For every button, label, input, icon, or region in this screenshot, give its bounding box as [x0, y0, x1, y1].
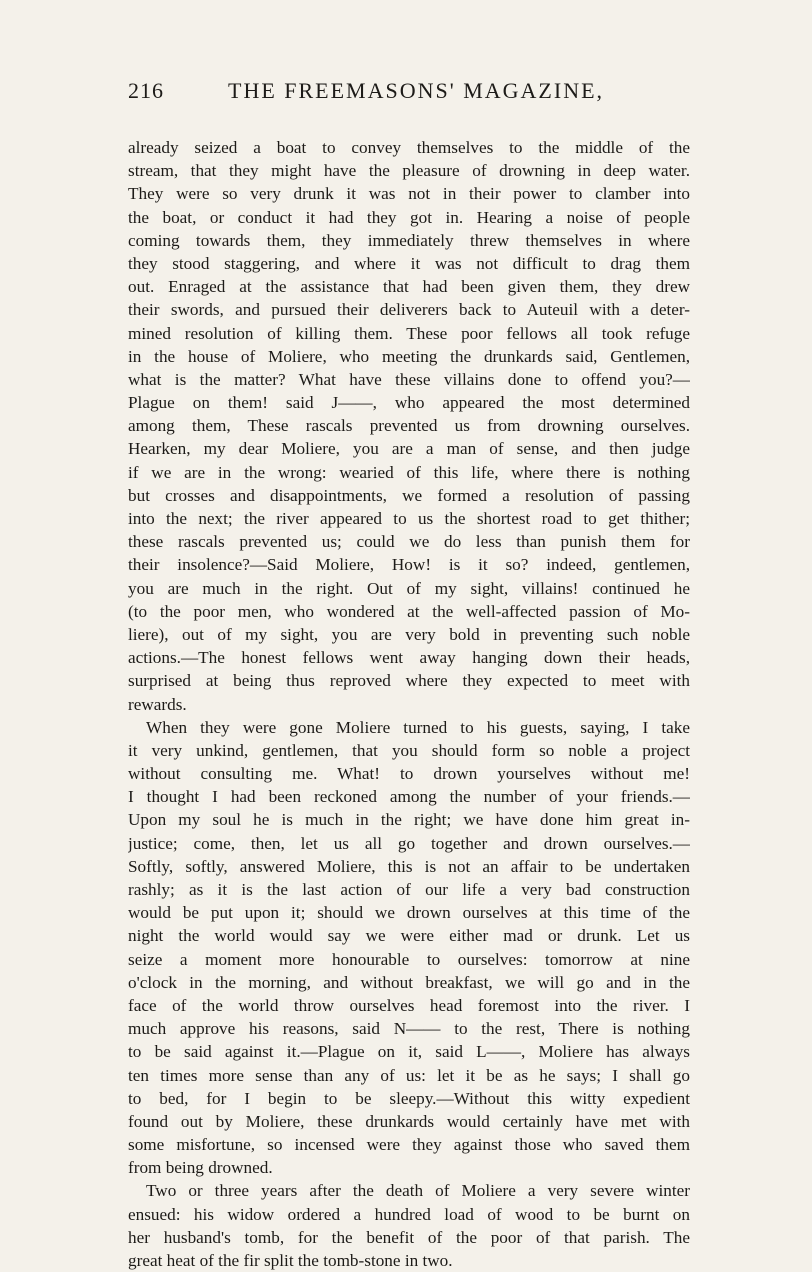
- text-line: her husband's tomb, for the benefit of the poor of that parish. The: [128, 1227, 690, 1247]
- text-line: (to the poor men, who wondered at the well-affected passion of Mo-: [128, 601, 690, 621]
- text-line: mined resolution of killing them. These poor fellows all took refuge: [128, 323, 690, 343]
- text-line: from being drowned.: [128, 1158, 273, 1178]
- text-line: what is the matter? What have these villains done to offend you?—: [128, 369, 690, 389]
- text-line: it very unkind, gentlemen, that you should form so noble a project: [128, 740, 690, 760]
- text-line: night the world would say we were either mad or drunk. Let us: [128, 926, 690, 946]
- text-line: seize a moment more honourable to ourselves: tomorrow at nine: [128, 949, 690, 969]
- text-line: to bed, for I begin to be sleepy.—Without this witty expedient: [128, 1088, 690, 1108]
- text-line: their insolence?—Said Moliere, How! is it so? indeed, gentlemen,: [128, 555, 690, 575]
- text-line: great heat of the fir split the tomb-stone in two.: [128, 1251, 453, 1270]
- text-line: When they were gone Moliere turned to his guests, saying, I take: [146, 717, 690, 737]
- text-line: their swords, and pursued their deliverers back to Auteuil with a deter-: [128, 300, 690, 320]
- text-line: found out by Moliere, these drunkards would certainly have met with: [128, 1111, 690, 1131]
- text-line: into the next; the river appeared to us the shortest road to get thither;: [128, 509, 690, 528]
- text-line: they stood staggering, and where it was not difficult to drag them: [128, 253, 690, 273]
- text-line: ten times more sense than any of us: let it be as he says; I shall go: [128, 1065, 690, 1085]
- running-title: THE FREEMASONS' MAGAZINE,: [228, 78, 605, 103]
- text-line: Softly, softly, answered Moliere, this is not an affair to be undertaken: [128, 856, 690, 876]
- text-line: without consulting me. What! to drown yourselves without me!: [128, 764, 690, 784]
- text-line: o'clock in the morning, and without breakfast, we will go and in the: [128, 972, 690, 992]
- body-text: [128, 136, 690, 1272]
- text-line: the boat, or conduct it had they got in. Hearing a noise of people: [128, 207, 690, 227]
- page-number: 216: [128, 78, 164, 103]
- text-line: coming towards them, they immediately threw themselves in where: [128, 230, 690, 250]
- text-line: in the house of Moliere, who meeting the drunkards said, Gentlemen,: [128, 346, 690, 366]
- text-line: I thought I had been reckoned among the number of your friends.—: [128, 787, 690, 807]
- page-header: [128, 72, 688, 112]
- text-line: you are much in the right. Out of my sight, villains! continued he: [128, 578, 690, 598]
- text-line: surprised at being thus reproved where they expected to meet with: [128, 671, 690, 691]
- text-line: face of the world throw ourselves head foremost into the river. I: [128, 995, 690, 1015]
- text-line: They were so very drunk it was not in their power to clamber into: [128, 184, 690, 204]
- text-line: would be put upon it; should we drown ourselves at this time of the: [128, 903, 690, 923]
- text-line: ensued: his widow ordered a hundred load of wood to be burnt on: [128, 1204, 690, 1224]
- text-line: Two or three years after the death of Moliere a very severe winter: [146, 1181, 690, 1201]
- text-line: rashly; as it is the last action of our life a very bad construction: [128, 880, 690, 899]
- text-line: Plague on them! said J——, who appeared the most determined: [128, 393, 690, 413]
- text-line: much approve his reasons, said N—— to the rest, There is nothing: [128, 1019, 690, 1039]
- text-line: among them, These rascals prevented us from drowning ourselves.: [128, 416, 690, 436]
- text-line: out. Enraged at the assistance that had been given them, they drew: [128, 277, 690, 297]
- text-line: justice; come, then, let us all go together and drown ourselves.—: [128, 833, 690, 853]
- text-line: these rascals prevented us; could we do less than punish them for: [128, 532, 690, 552]
- text-line: some misfortune, so incensed were they against those who saved them: [128, 1135, 690, 1155]
- text-line: to be said against it.—Plague on it, said L——, Moliere has always: [128, 1042, 690, 1062]
- text-line: stream, that they might have the pleasure of drowning in deep water.: [128, 161, 690, 181]
- text-line: already seized a boat to convey themselves to the middle of the: [128, 138, 690, 157]
- text-line: Upon my soul he is much in the right; we have done him great in-: [128, 810, 690, 830]
- text-line: but crosses and disappointments, we formed a resolution of passing: [128, 485, 690, 505]
- text-line: rewards.: [128, 694, 187, 714]
- text-line: liere), out of my sight, you are very bold in preventing such noble: [128, 624, 690, 644]
- text-line: if we are in the wrong: wearied of this life, where there is nothing: [128, 462, 690, 482]
- text-line: actions.—The honest fellows went away hanging down their heads,: [128, 648, 690, 668]
- text-line: Hearken, my dear Moliere, you are a man of sense, and then judge: [128, 439, 690, 459]
